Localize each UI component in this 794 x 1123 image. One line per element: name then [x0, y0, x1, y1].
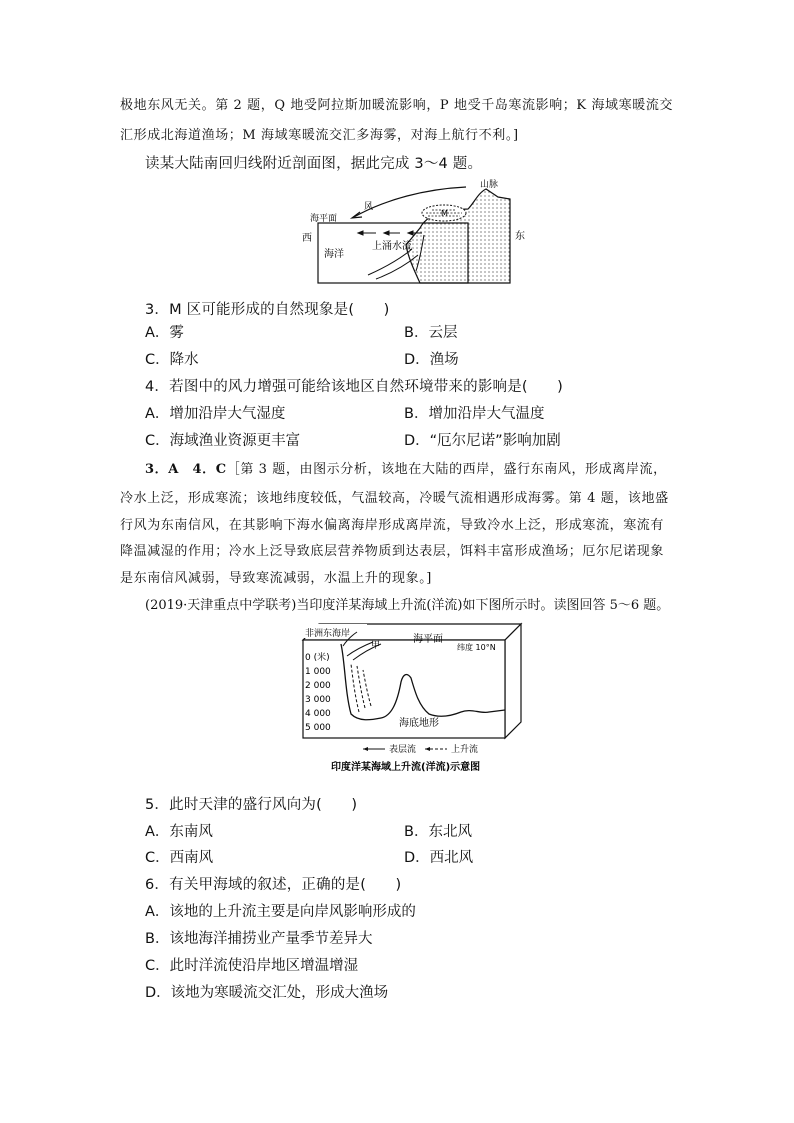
- sea-level-label: 海平面: [310, 214, 338, 224]
- box-side: [505, 624, 521, 738]
- q4-option-d[interactable]: D．“厄尔尼诺”影响加剧: [404, 433, 561, 449]
- q6-option-b[interactable]: B．该地海洋捕捞业产量季节差异大: [145, 931, 373, 947]
- depth-tick: 4 000: [305, 709, 331, 719]
- east-label: 东: [515, 231, 525, 242]
- depth-unit-label: 0 (米): [305, 653, 330, 663]
- depth-tick: 3 000: [305, 695, 331, 705]
- q6-option-c[interactable]: C．此时洋流使沿岸地区增温增湿: [145, 958, 359, 974]
- coast-label: 非洲东海岸: [305, 629, 351, 639]
- answer-text-line: 冷水上泛，形成寒流；该地纬度较低，气温较高，冷暖气流相遇形成海雾。第 4 题，该地盛: [120, 491, 669, 506]
- m-label: M: [441, 209, 448, 218]
- upwelling-label: 上涌水流: [372, 241, 412, 252]
- profile-figure: [296, 175, 526, 285]
- surface-current-arrows: [358, 231, 422, 235]
- latitude-label: 纬度 10°N: [457, 643, 496, 652]
- answer-text-line: 是东南信风减弱，导致寒流减弱，水温上升的现象。]: [120, 571, 432, 586]
- q3-option-d[interactable]: D．渔场: [404, 352, 459, 368]
- question-6-stem: 6．有关甲海域的叙述，正确的是( ): [145, 877, 402, 893]
- jia-label: 甲: [371, 641, 381, 651]
- q4-option-c[interactable]: C．海域渔业资源更丰富: [145, 433, 301, 449]
- question-3-stem: 3．M 区可能形成的自然现象是( ): [145, 302, 390, 318]
- legend-upwelling: 上升流: [451, 745, 479, 755]
- figure-caption: 印度洋某海域上升流(洋流)示意图: [331, 762, 481, 773]
- wind-label: 风: [364, 202, 374, 212]
- q5-option-d[interactable]: D．西北风: [404, 850, 474, 866]
- q5-option-a[interactable]: A．东南风: [145, 824, 213, 840]
- answer-3-4-line1: [145, 458, 667, 477]
- question-intro-3-4: 读某大陆南回归线附近剖面图，据此完成 3～4 题。: [145, 156, 483, 172]
- seafloor-label: 海底地形: [399, 718, 439, 729]
- answer-text: ［第 3 题，由图示分析，该地在大陆的西岸，盛行东南风，形成离岸流，: [226, 462, 667, 477]
- q5-option-c[interactable]: C．西南风: [145, 850, 214, 866]
- answer-text-line: 极地东风无关。第 2 题，Q 地受阿拉斯加暖流影响，P 地受千岛寒流影响；K 海域寒暖流交: [120, 98, 674, 113]
- west-label: 西: [302, 233, 312, 244]
- question-intro-5-6: (2019·天津重点中学联考)当印度洋某海域上升流(洋流)如下图所示时。读图回答 5～6 题。: [145, 598, 670, 613]
- q6-option-a[interactable]: A．该地的上升流主要是向岸风影响形成的: [145, 904, 416, 920]
- ocean-label: 海洋: [324, 249, 344, 260]
- depth-tick: 2 000: [305, 681, 331, 691]
- question-5-stem: 5．此时天津的盛行风向为( ): [145, 797, 358, 813]
- land-mass: [406, 189, 510, 283]
- answer-text-line: 行风为东南信风，在其影响下海水偏离海岸形成离岸流，导致冷水上泛，形成寒流，寒流有: [120, 518, 665, 533]
- q3-option-b[interactable]: B．云层: [404, 325, 458, 341]
- answer-text-line: 降温减湿的作用；冷水上泛导致底层营养物质到达表层，饵料丰富形成渔场；厄尔尼诺现象: [120, 544, 665, 559]
- legend-surface: 表层流: [389, 745, 417, 755]
- q5-option-b[interactable]: B．东北风: [404, 824, 472, 840]
- sea-level-label: 海平面: [413, 634, 443, 645]
- answer-key: 3．A 4．C: [145, 462, 227, 477]
- question-4-stem: 4．若图中的风力增强可能给该地区自然环境带来的影响是( ): [145, 379, 564, 395]
- q6-option-d[interactable]: D．该地为寒暖流交汇处，形成大渔场: [145, 985, 389, 1001]
- upwelling-figure: [301, 622, 523, 778]
- depth-tick: 1 000: [305, 667, 331, 677]
- mountain-label: 山脉: [480, 180, 499, 190]
- answer-text-line: 汇形成北海道渔场；M 海域寒暖流交汇多海雾，对海上航行不利。]: [120, 128, 519, 143]
- q4-option-b[interactable]: B．增加沿岸大气温度: [404, 406, 545, 422]
- depth-tick: 5 000: [305, 723, 331, 733]
- q4-option-a[interactable]: A．增加沿岸大气湿度: [145, 406, 286, 422]
- q3-option-a[interactable]: A．雾: [145, 325, 184, 341]
- q3-option-c[interactable]: C．降水: [145, 352, 199, 368]
